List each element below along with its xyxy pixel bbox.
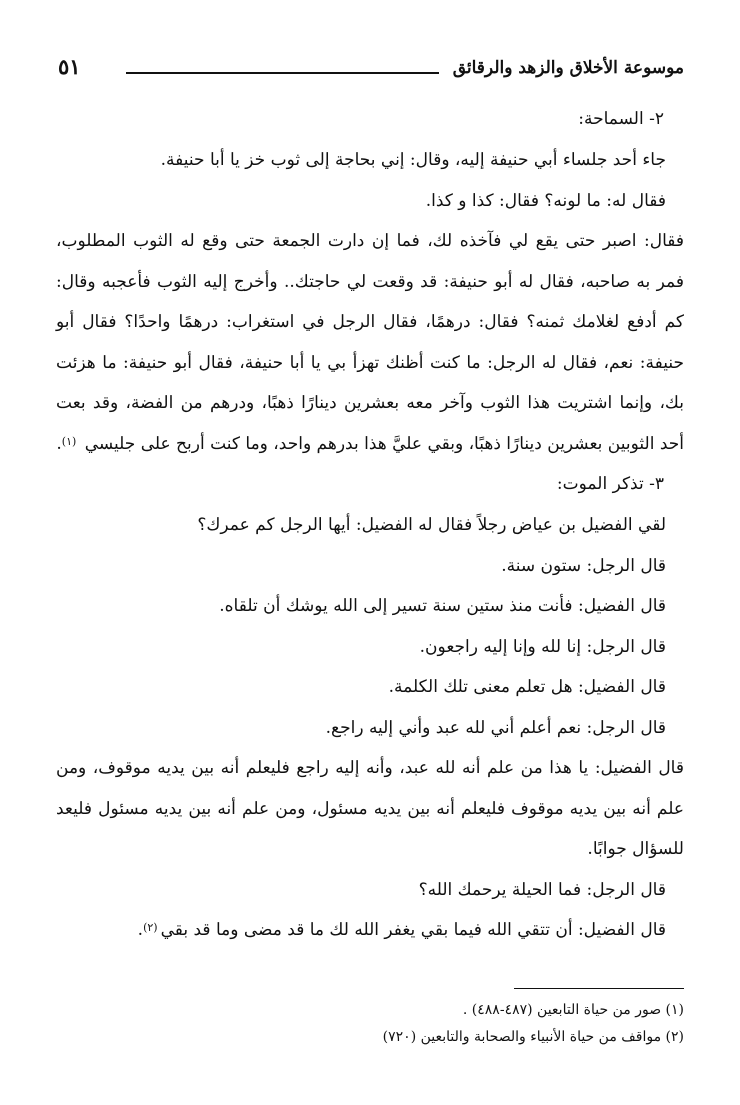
footnote-2: (٢) مواقف من حياة الأنبياء والصحابة والتابعين (٧٢٠) bbox=[382, 1029, 684, 1045]
dialogue-line: قال الفضيل: فأنت منذ ستين سنة تسير إلى الله يوشك أن تلقاه. bbox=[219, 596, 666, 616]
section-heading-tolerance: ٢- السماحة: bbox=[578, 109, 664, 129]
footnote-ref: (١) bbox=[61, 434, 77, 448]
dialogue-text: قال الفضيل: أن تتقي الله فيما بقي يغفر الله لك ما قد مضى وما قد بقي bbox=[160, 920, 666, 940]
sentence-end: . bbox=[137, 920, 144, 940]
paragraph: فقال له: ما لونه؟ فقال: كذا و كذا. bbox=[425, 190, 666, 211]
paragraph: فقال: اصبر حتى يقع لي فآخذه لك، فما إن دارت الجمعة حتى وقع له الثوب المطلوب، فمر به صاحبه، فقال له أبو حنيفة: قد وقعت لي حاجتك.. وأخرج إليه الثوب فأعجبه وقال: كم أدفع لغلامك ثمنه؟ فقال: درهمًا، فقال الرجل في استغراب: درهمًا واحدًا؟ فقال أبو حنيفة: نعم، فقال له الرجل: ما كنت أظنك تهزأ بي يا أبا حنيفة، فقال أبو حنيفة: ما هزئت بك، وإنما اشتريت هذا الثوب وآخر معه بعشرين دينارًا ذهبًا، ودرهم من الفضة، وقد بعت أحد الثوبين بعشرين دينارًا ذهبًا، وبقي عليَّ هذا بدرهم واحد، وما كنت أربح على جليسي $^{(١)}$. bbox=[56, 231, 684, 454]
paragraph: جاء أحد جلساء أبي حنيفة إليه، وقال: إني بحاجة إلى ثوب خز يا أبا حنيفة. bbox=[160, 150, 666, 170]
footnotes bbox=[56, 997, 684, 1051]
header-rule bbox=[126, 72, 439, 74]
dialogue-line: قال الرجل: فما الحيلة يرحمك الله؟ bbox=[418, 879, 666, 900]
dialogue-line bbox=[56, 910, 684, 953]
footnote-1: (١) صور من حياة التابعين (٤٨٧-٤٨٨) . bbox=[462, 1002, 684, 1018]
footnote-ref: (٢) bbox=[143, 921, 158, 934]
dialogue-line: قال الرجل: نعم أعلم أني لله عبد وأني إليه راجع. bbox=[325, 717, 666, 738]
dialogue-line: قال الرجل: إنا لله وإنا إليه راجعون. bbox=[419, 636, 666, 657]
paragraph: لقي الفضيل بن عياض رجلاً فقال له الفضيل: أيها الرجل كم عمرك؟ bbox=[197, 515, 666, 535]
paragraph-text: فقال: اصبر حتى يقع لي فآخذه لك، فما إن دارت الجمعة حتى وقع له الثوب المطلوب، فمر به صاحبه، فقال له أبو حنيفة: قد وقعت لي حاجتك.. وأخرج إليه الثوب فأعجبه وقال: كم أدفع لغلامك ثمنه؟ فقال: درهمًا، فقال الرجل في استغراب: درهمًا واحدًا؟ فقال أبو حنيفة: نعم، فقال له الرجل: ما كنت أظنك تهزأ بي يا أبا حنيفة، فقال أبو حنيفة: ما هزئت بك، وإنما اشتريت هذا الثوب وآخر معه بعشرين دينارًا ذهبًا، ودرهم من الفضة، وقد بعت أحد الثوبين بعشرين دينارًا ذهبًا، وبقي عليَّ هذا بدرهم واحد، وما كنت أربح على جليسي bbox=[56, 231, 684, 454]
dialogue-line: قال الرجل: ستون سنة. bbox=[501, 555, 666, 576]
main-text bbox=[56, 104, 684, 953]
paragraph: قال الفضيل: يا هذا من علم أنه لله عبد، وأنه إليه راجع فليعلم أنه بين يديه موقوف، ومن علم أنه بين يديه موقوف فليعلم أنه بين يديه مسئول، ومن علم أنه بين يديه مسئول فليعد للسؤال جوابًا. bbox=[56, 758, 684, 859]
section-heading-remembering-death: ٣- تذكر الموت: bbox=[556, 474, 664, 494]
running-header bbox=[58, 52, 684, 86]
dialogue-line: قال الفضيل: هل تعلم معنى تلك الكلمة. bbox=[388, 677, 666, 697]
page-number: ٥١ bbox=[58, 54, 81, 79]
book-title: موسوعة الأخلاق والزهد والرقائق bbox=[452, 58, 684, 78]
footnote-rule bbox=[514, 988, 684, 989]
